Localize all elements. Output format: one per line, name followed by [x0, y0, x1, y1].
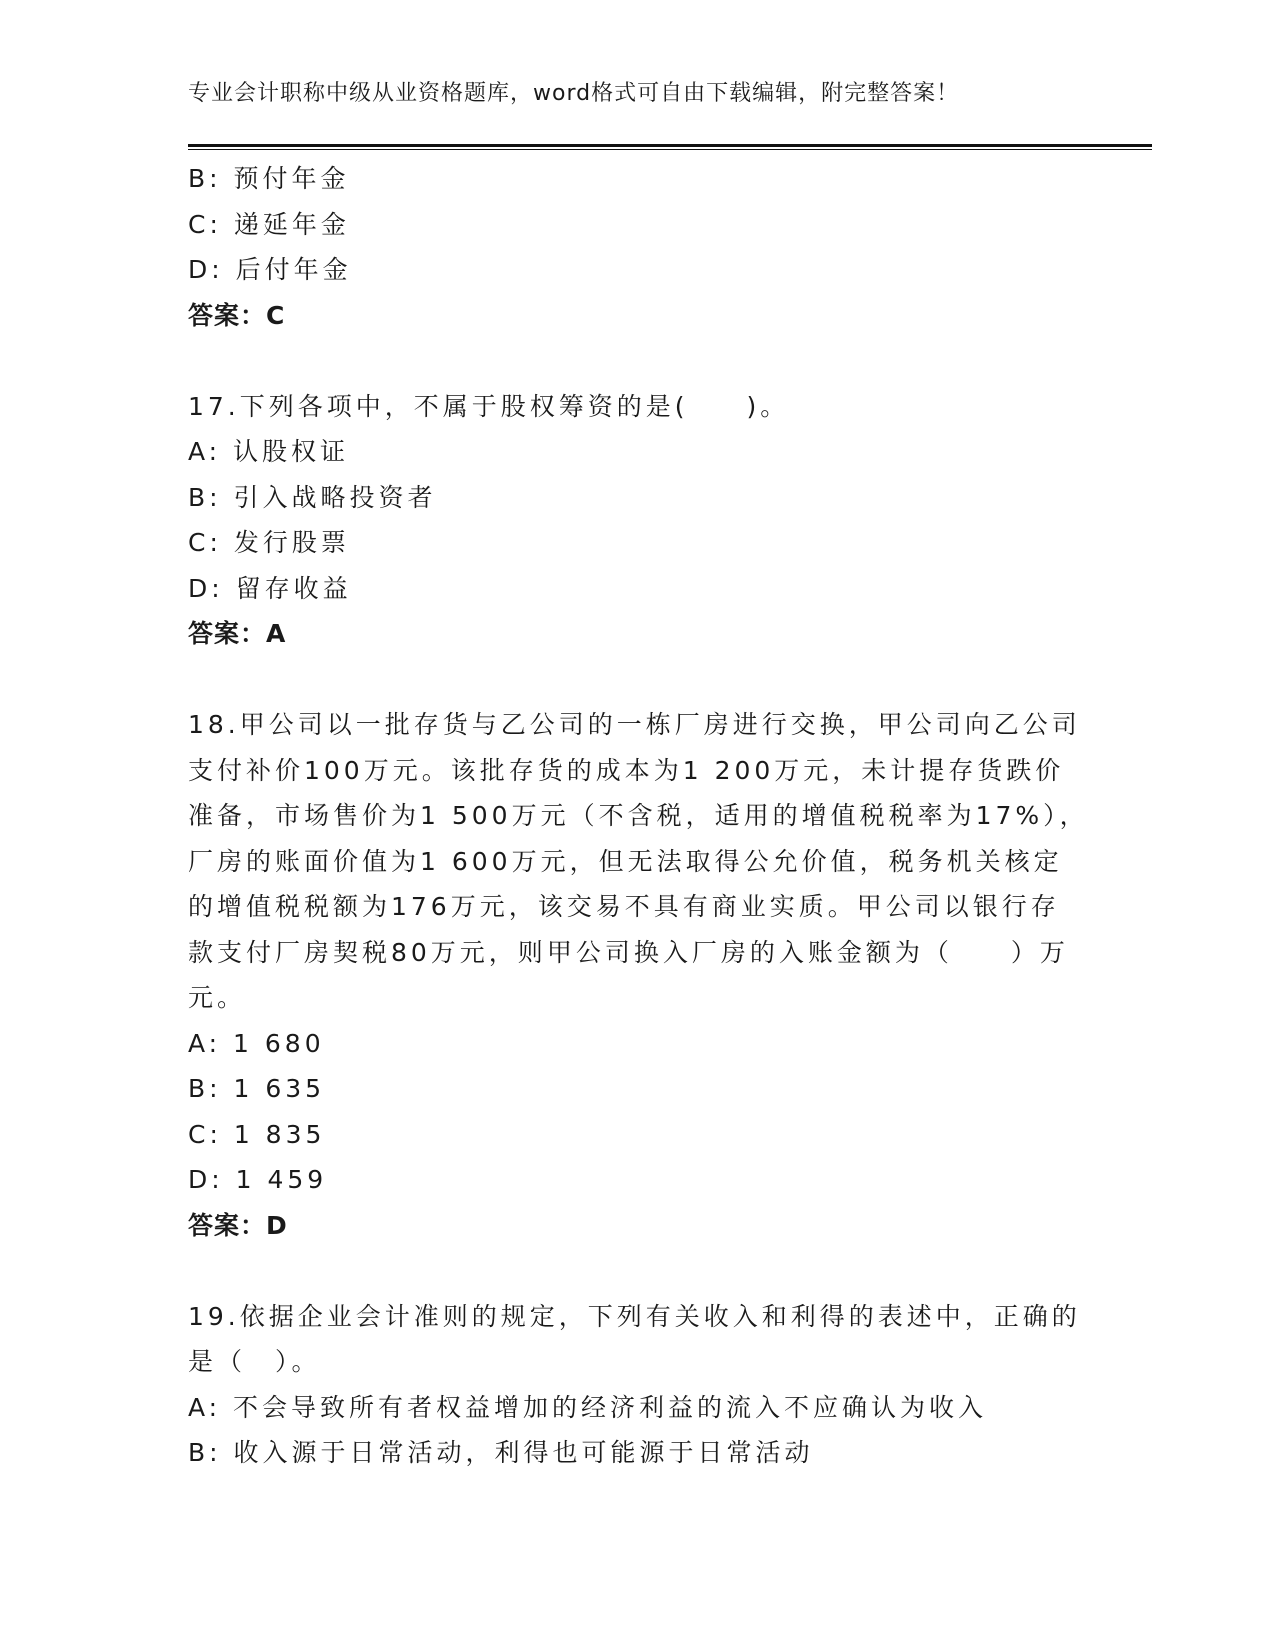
question-18-stem-line: 的增值税税额为176万元，该交易不具有商业实质。甲公司以银行存: [188, 892, 1060, 921]
page-header: 专业会计职称中级从业资格题库，word格式可自由下载编辑，附完整答案！: [188, 81, 960, 106]
q18-option-c: C: 1 835: [188, 1119, 326, 1149]
question-18-stem-line: 元。: [188, 983, 247, 1012]
q18-answer: 答案：D: [188, 1210, 288, 1240]
q18-option-d: D: 1 459: [188, 1165, 328, 1194]
spacer: [188, 1248, 1068, 1294]
question-18-stem-line: 款支付厂房契税80万元，则甲公司换入厂房的入账金额为（ ）万: [188, 937, 1069, 967]
question-19-stem-line: 19.依据企业会计准则的规定，下列有关收入和利得的表述中，正确的: [188, 1301, 1081, 1331]
header-divider: [188, 144, 1152, 150]
q17-option-c: C: 发行股票: [188, 528, 350, 557]
q19-option-b: B: 收入源于日常活动，利得也可能源于日常活动: [188, 1438, 814, 1467]
question-17-stem: 17.下列各项中，不属于股权筹资的是( )。: [188, 391, 790, 421]
q17-option-a: A: 认股权证: [188, 437, 350, 466]
answer-line: 答案：C: [188, 300, 286, 330]
spacer: [188, 657, 1068, 703]
option-d: D: 后付年金: [188, 255, 352, 284]
question-18-stem-line: 支付补价100万元。该批存货的成本为1 200万元，未计提存货跌价: [188, 755, 1065, 785]
document-body: [188, 156, 1089, 1476]
q17-option-b: B: 引入战略投资者: [188, 482, 437, 512]
q19-option-a: A: 不会导致所有者权益增加的经济利益的流入不应确认为收入: [188, 1392, 988, 1422]
question-19-stem-line: 是（ ）。: [188, 1347, 321, 1376]
q18-option-a: A: 1 680: [188, 1028, 325, 1058]
option-b: B: 预付年金: [188, 164, 350, 193]
question-18-stem-line: 18.甲公司以一批存货与乙公司的一栋厂房进行交换，甲公司向乙公司: [188, 710, 1081, 739]
question-18-stem-line: 厂房的账面价值为1 600万元，但无法取得公允价值，税务机关核定: [188, 846, 1063, 876]
q17-answer: 答案：A: [188, 619, 287, 648]
q18-option-b: B: 1 635: [188, 1074, 326, 1103]
option-c: C: 递延年金: [188, 209, 350, 239]
question-18-stem-line: 准备，市场售价为1 500万元（不含税，适用的增值税税率为17%），: [188, 801, 1089, 830]
spacer: [188, 338, 1068, 384]
q17-option-d: D: 留存收益: [188, 573, 352, 603]
